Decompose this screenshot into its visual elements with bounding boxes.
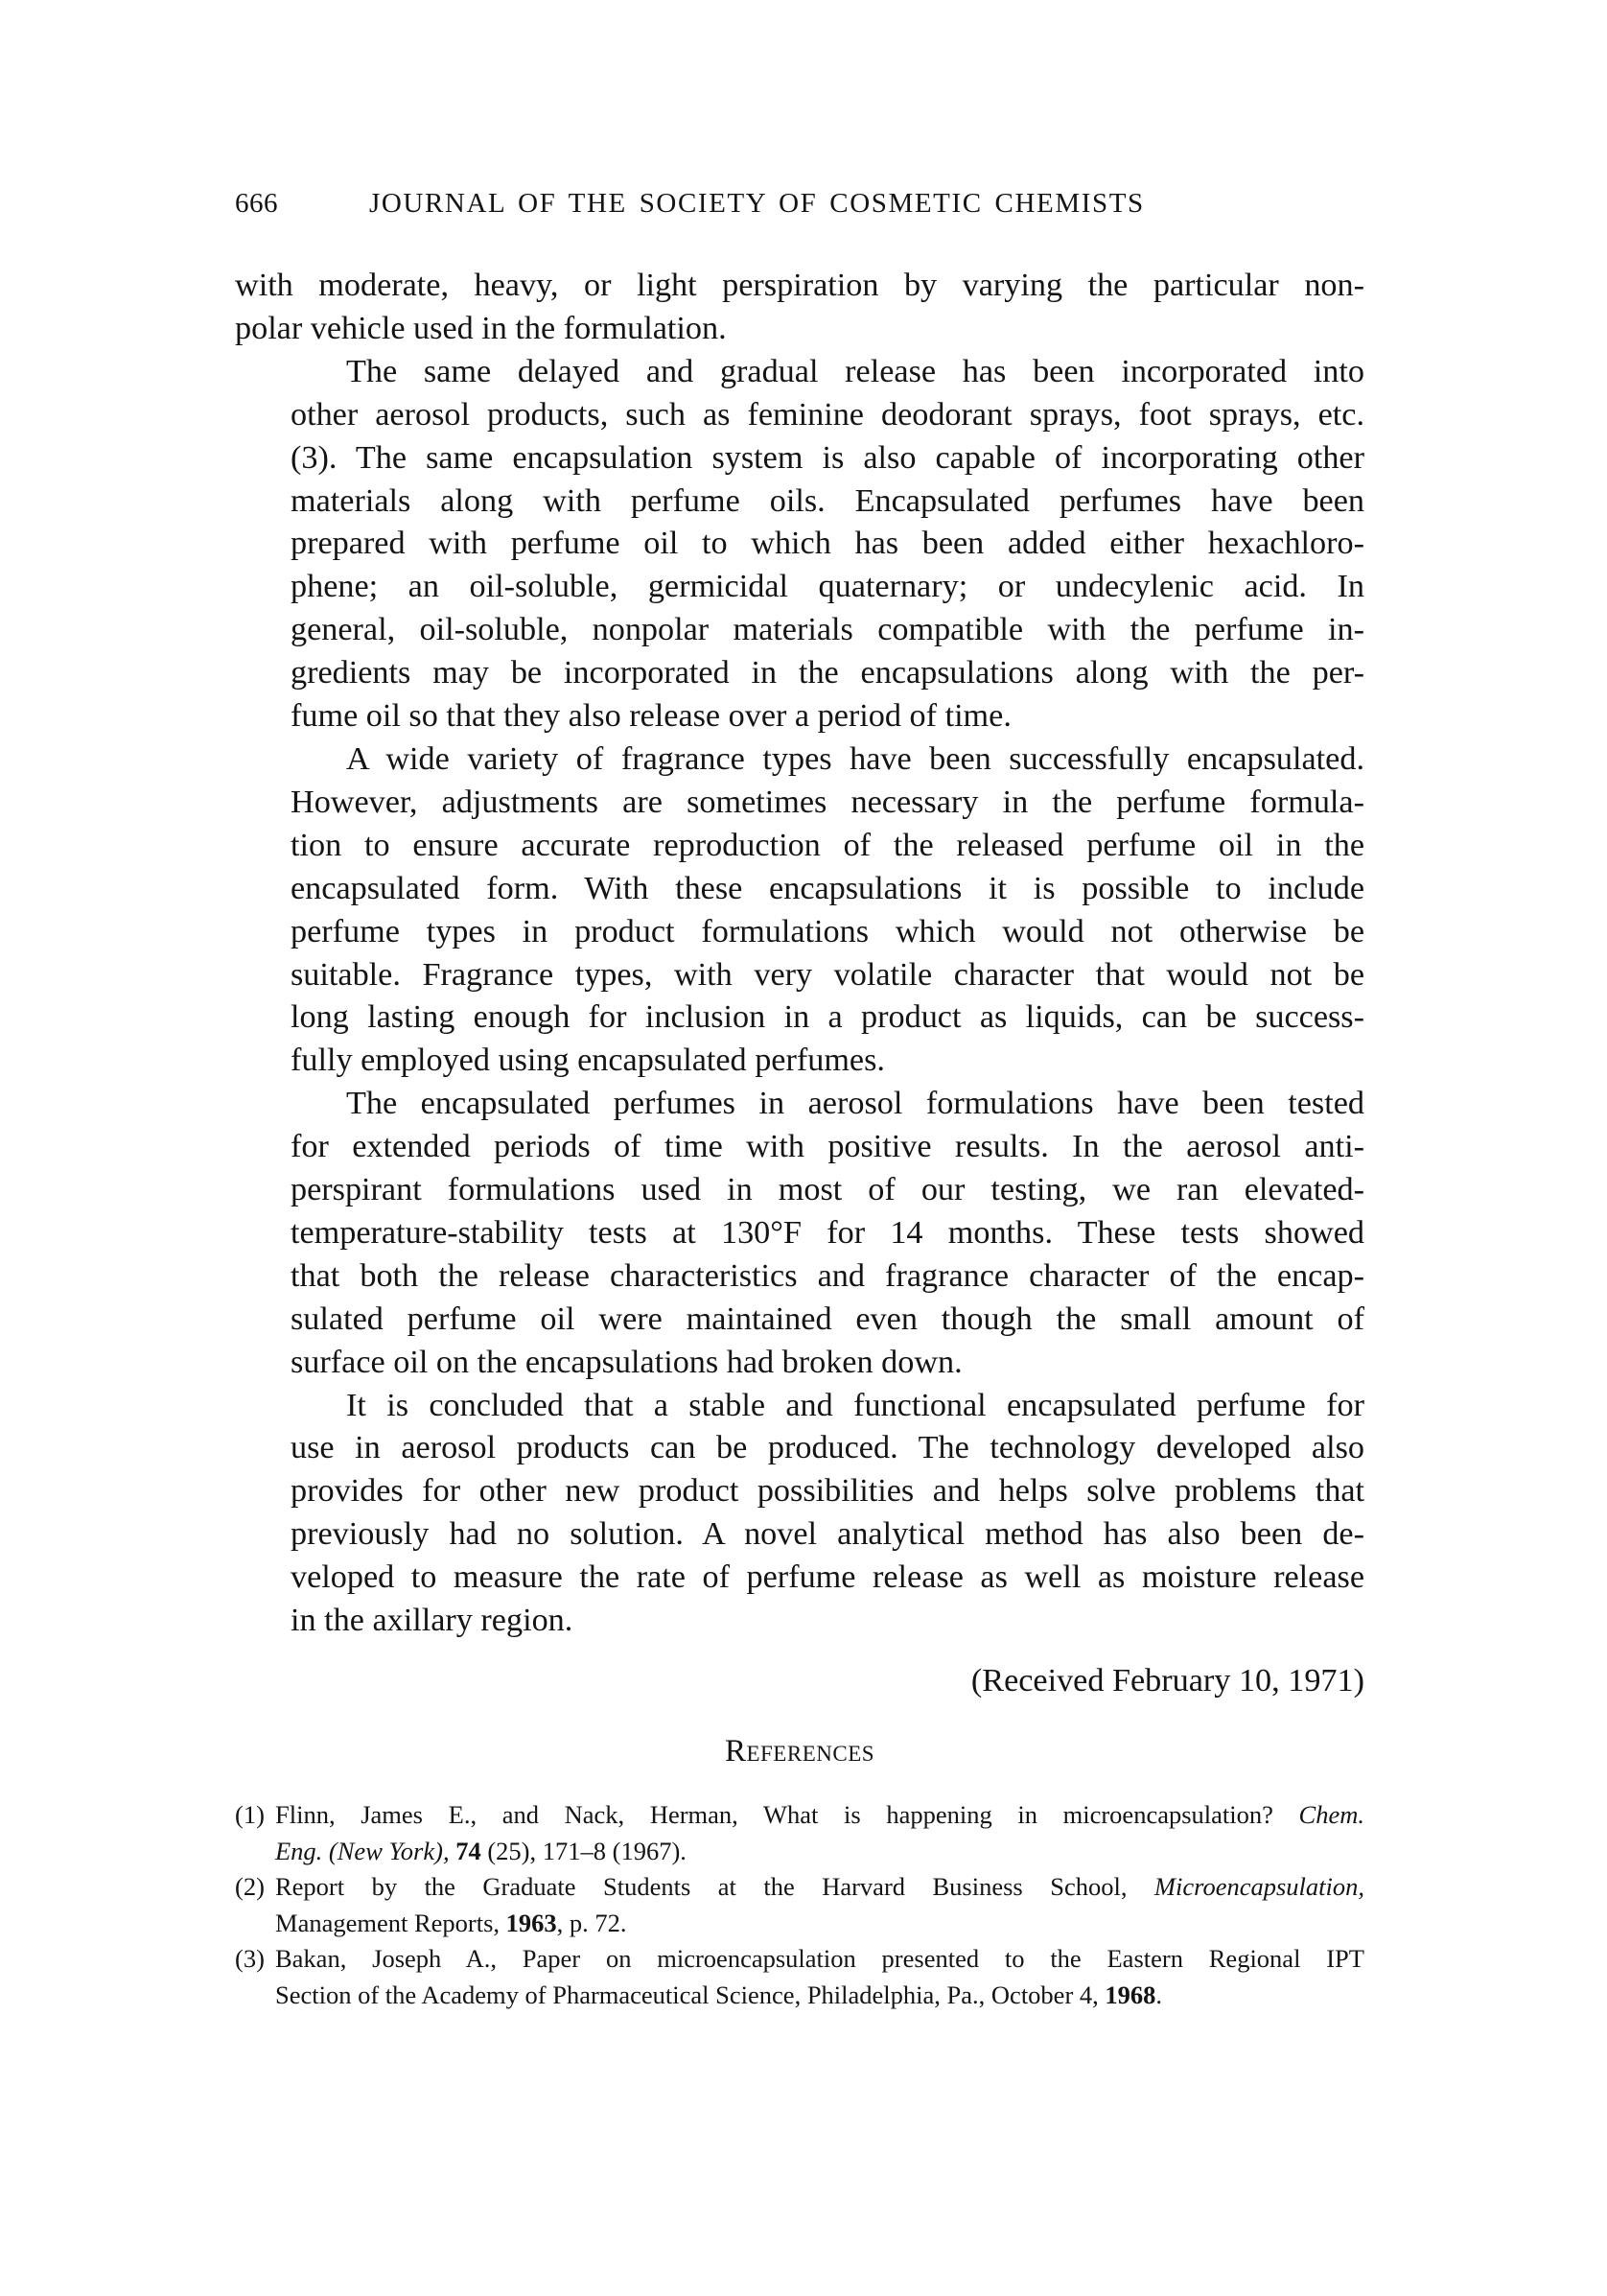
text-line: perfume types in product formulations which would not otherwise be bbox=[291, 913, 1364, 949]
reference-item bbox=[235, 1869, 1364, 1941]
text-line: use in aerosol products can be produced. The technology developed also bbox=[291, 1430, 1364, 1466]
text-line: phene; an oil-soluble, germicidal quaternary; or undecylenic acid. In bbox=[291, 569, 1364, 605]
text-line: with moderate, heavy, or light perspiration by varying the particular non- bbox=[235, 268, 1364, 303]
text-line: in the axillary region. bbox=[291, 1603, 573, 1639]
reference-number: (1) bbox=[235, 1800, 265, 1829]
text-line: A wide variety of fragrance types have been successfully encapsulated. bbox=[346, 740, 1364, 777]
reference-number: (3) bbox=[235, 1944, 265, 1973]
reference-line bbox=[275, 1869, 1364, 1906]
text-line: previously had no solution. A novel analytical method has also been de- bbox=[291, 1516, 1364, 1553]
text-line: veloped to measure the rate of perfume release as well as moisture release bbox=[291, 1559, 1364, 1596]
reference-item bbox=[235, 1941, 1364, 2013]
text-line: The same delayed and gradual release has been incorporated into bbox=[346, 353, 1364, 389]
references-list bbox=[235, 1797, 1364, 2013]
reference-text: Management Reports, bbox=[275, 1908, 506, 1937]
text-line: gredients may be incorporated in the encapsulations along with the per- bbox=[291, 655, 1364, 691]
text-line: tion to ensure accurate reproduction of the released perfume oil in the bbox=[291, 827, 1364, 863]
text-line: provides for other new product possibilities and helps solve problems that bbox=[291, 1473, 1364, 1510]
reference-text: Section of the Academy of Pharmaceutical Science, Philadelphia, Pa., October 4, bbox=[275, 1980, 1106, 2009]
text-line: for extended periods of time with positive results. In the aerosol anti- bbox=[291, 1129, 1364, 1165]
text-line: (3). The same encapsulation system is also capable of incorporating other bbox=[291, 439, 1364, 476]
publication-title: Microencapsulation, bbox=[1153, 1872, 1364, 1901]
reference-number: (2) bbox=[235, 1872, 265, 1901]
text-line: long lasting enough for inclusion in a product as liquids, can be success- bbox=[291, 999, 1364, 1036]
received-date: (Received February 10, 1971) bbox=[970, 1663, 1364, 1699]
paragraph-5 bbox=[235, 1385, 1364, 1643]
page-number: 666 bbox=[235, 188, 278, 219]
volume-number: 74 bbox=[449, 1836, 481, 1865]
reference-line bbox=[275, 1941, 1364, 1978]
journal-name: Chem. bbox=[1298, 1800, 1364, 1829]
references-heading: References bbox=[724, 1734, 875, 1769]
text-line: However, adjustments are sometimes necessary in the perfume formula- bbox=[291, 784, 1364, 820]
text-line: perspirant formulations used in most of our testing, we ran elevated- bbox=[291, 1172, 1364, 1208]
year: 1968 bbox=[1105, 1980, 1156, 2009]
reference-item bbox=[235, 1797, 1364, 1869]
journal-name: Eng. (New York), bbox=[275, 1836, 450, 1865]
article-body bbox=[235, 265, 1364, 1643]
reference-text: (25), 171–8 (1967). bbox=[480, 1836, 687, 1865]
text-line: encapsulated form. With these encapsulations it is possible to include bbox=[291, 870, 1364, 906]
text-line: other aerosol products, such as feminine deodorant sprays, foot sprays, etc. bbox=[291, 396, 1364, 433]
reference-line bbox=[275, 1906, 1364, 1942]
text-line: materials along with perfume oils. Encapsulated perfumes have been bbox=[291, 482, 1364, 519]
text-line: suitable. Fragrance types, with very volatile character that would not be bbox=[291, 956, 1364, 993]
journal-title: JOURNAL OF THE SOCIETY OF COSMETIC CHEMISTS bbox=[369, 188, 1145, 219]
text-line: The encapsulated perfumes in aerosol formulations have been tested bbox=[346, 1086, 1364, 1122]
running-header bbox=[235, 188, 1364, 226]
reference-line bbox=[275, 1797, 1364, 1834]
reference-text: , p. 72. bbox=[556, 1908, 627, 1937]
text-line: that both the release characteristics and fragrance character of the encap- bbox=[291, 1257, 1364, 1294]
paragraph-1 bbox=[235, 265, 1364, 351]
reference-text: Bakan, Joseph A., Paper on microencapsulation presented to the Eastern Regional IPT bbox=[275, 1944, 1364, 1973]
text-line: polar vehicle used in the formulation. bbox=[235, 310, 727, 346]
text-line: sulated perfume oil were maintained even though the small amount of bbox=[291, 1300, 1364, 1337]
reference-text: Flinn, James E., and Nack, Herman, What is happening in microencapsulation? bbox=[275, 1800, 1299, 1829]
text-line: It is concluded that a stable and functional encapsulated perfume for bbox=[346, 1387, 1364, 1423]
reference-line bbox=[275, 1978, 1364, 2014]
text-line: fully employed using encapsulated perfumes. bbox=[291, 1043, 885, 1079]
paragraph-2 bbox=[235, 351, 1364, 738]
text-line: fume oil so that they also release over a period of time. bbox=[291, 698, 1012, 735]
text-line: surface oil on the encapsulations had broken down. bbox=[291, 1344, 963, 1380]
text-line: prepared with perfume oil to which has been added either hexachloro- bbox=[291, 526, 1364, 562]
reference-text: . bbox=[1155, 1980, 1163, 2009]
paragraph-4 bbox=[235, 1083, 1364, 1384]
year: 1963 bbox=[505, 1908, 557, 1937]
reference-line bbox=[275, 1834, 1364, 1870]
paragraph-3 bbox=[235, 738, 1364, 1083]
text-line: general, oil-soluble, nonpolar materials compatible with the perfume in- bbox=[291, 612, 1364, 648]
reference-text: Report by the Graduate Students at the Harvard Business School, bbox=[275, 1872, 1154, 1901]
text-line: temperature-stability tests at 130°F for 14 months. These tests showed bbox=[291, 1214, 1364, 1251]
